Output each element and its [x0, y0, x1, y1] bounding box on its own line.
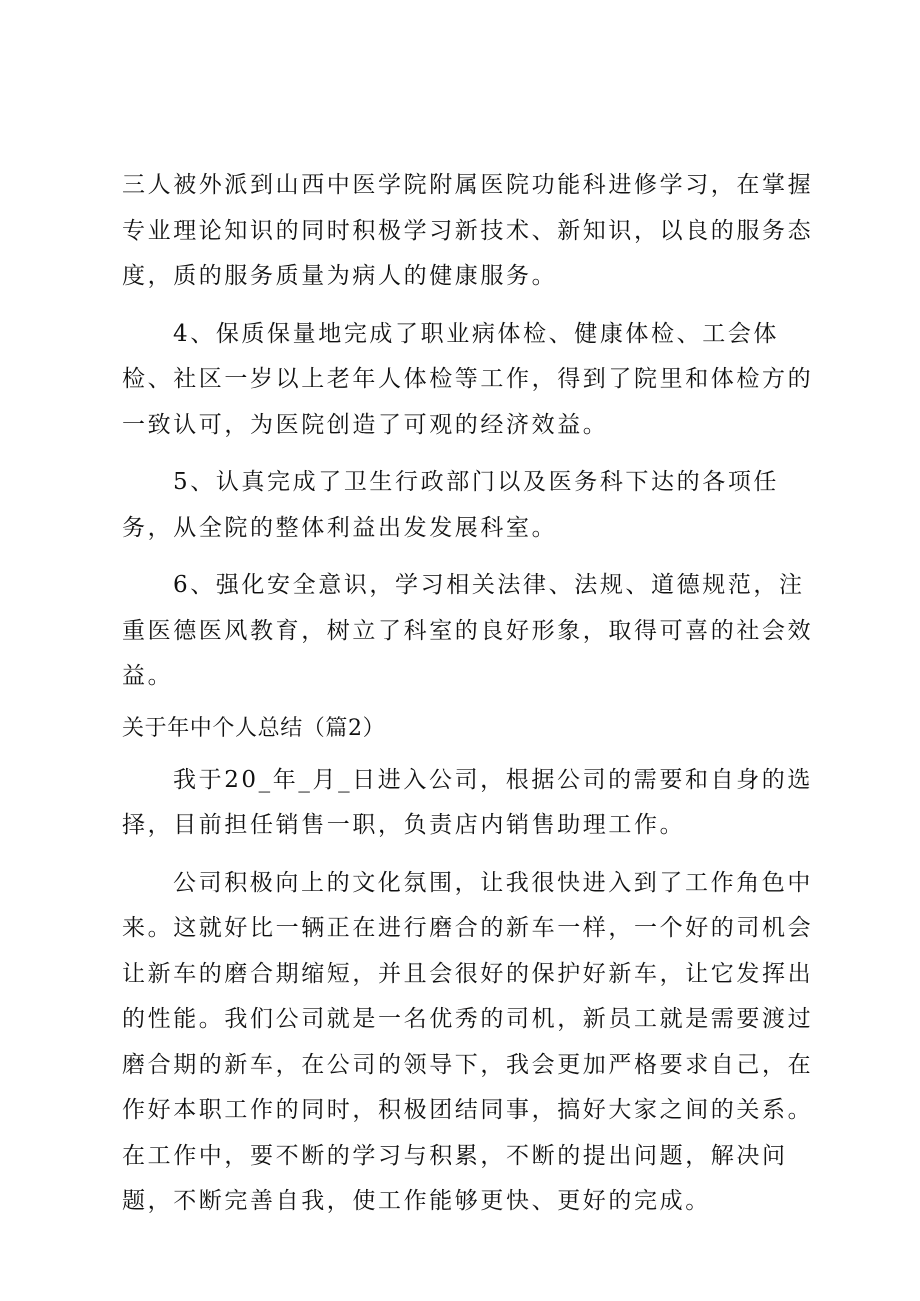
paragraph-5: 我于20_年_月_日进入公司，根据公司的需要和自身的选择，目前担任销售一职，负责店内销售助理工作。	[122, 766, 813, 838]
paragraph-2: 4、保质保量地完成了职业病体检、健康体检、工会体检、社区一岁以上老年人体检等工作，得到了院里和体检方的一致认可，为医院创造了可观的经济效益。	[122, 320, 814, 438]
paragraph-1: 三人被外派到山西中医学院附属医院功能科进修学习，在掌握专业理论知识的同时积极学习新技术、新知识，以良的服务态度，质的服务质量为病人的健康服务。	[122, 172, 814, 289]
document-body	[122, 163, 822, 1237]
paragraph-3: 5、认真完成了卫生行政部门以及医务科下达的各项任务，从全院的整体利益出发发展科室。	[122, 469, 780, 541]
section-heading: 关于年中个人总结（篇2）	[122, 715, 386, 741]
paragraph-4: 6、强化安全意识，学习相关法律、法规、道德规范，注重医德医风教育，树立了科室的良好形象，取得可喜的社会效益。	[122, 572, 814, 689]
paragraph-6: 公司积极向上的文化氛围，让我很快进入到了工作角色中来。这就好比一辆正在进行磨合的新车一样，一个好的司机会让新车的磨合期缩短，并且会很好的保护好新车，让它发挥出的性能。我们公司就是一名优秀的司机，新员工就是需要渡过磨合期的新车，在公司的领导下，我会更加严格要求自己，在作好本职工作的同时，积极团结同事，搞好大家之间的关系。在工作中，要不断的学习与积累，不断的提出问题，解决问题，不断完善自我，使工作能够更快、更好的完成。	[122, 869, 814, 1214]
